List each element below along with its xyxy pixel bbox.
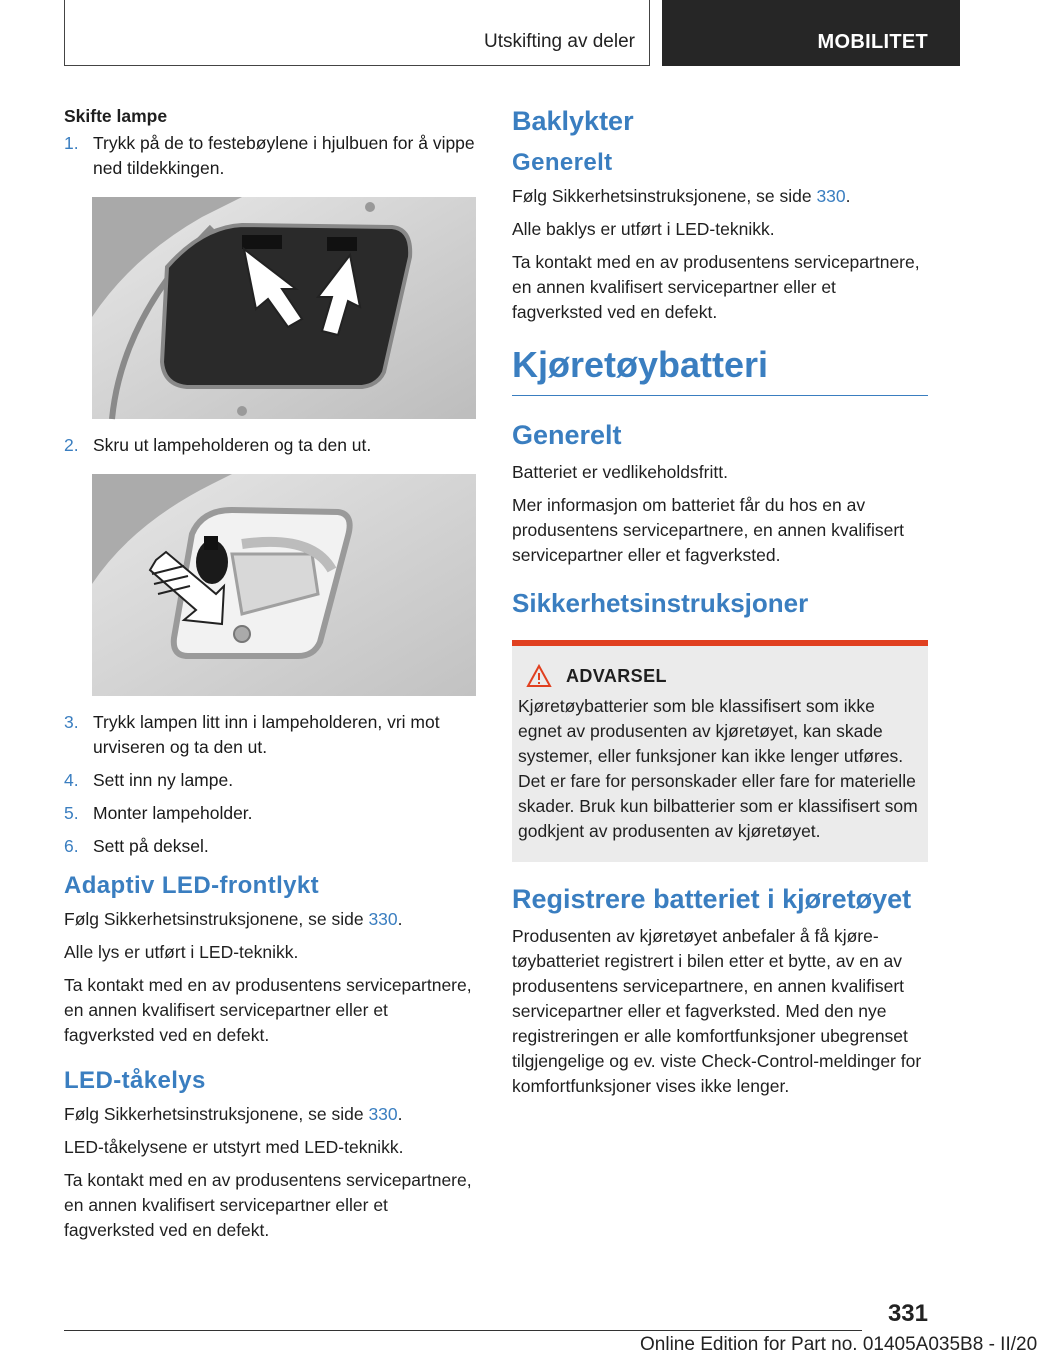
- safety-ref-suffix: .: [845, 186, 851, 206]
- warning-text: Kjøretøybatterier som ble klassifisert som ikke egnet av produsenten av kjøretøyet, kan skade systemer, eller funksjoner kan ikke lenger utføres. Det er fare for personskader eller fare for materielle skader. Bruk kun bilbatterier som er klassifisert som godkjent av produsenten av kjøretøyet.: [518, 696, 918, 841]
- intro-title: Skifte lampe: [64, 106, 168, 126]
- safety-ref-text: Følg Sikkerhetsinstruksjonene, se side: [64, 909, 369, 929]
- step-text: Skru ut lampeholderen og ta den ut.: [93, 435, 372, 455]
- adaptive-p1: Alle lys er utført i LED-teknikk.: [64, 942, 299, 962]
- vehicle-battery-heading: Kjøretøybatteri: [512, 343, 928, 396]
- list-item: [64, 801, 476, 826]
- section-title: Utskifting av deler: [483, 31, 635, 52]
- footer-edition: Online Edition for Part no. 01405A035B8 - II/20: [640, 1334, 1037, 1355]
- chapter-title: MOBILITET: [817, 31, 928, 53]
- warning-box: [512, 640, 928, 862]
- step-number: 1.: [64, 133, 79, 153]
- step-number: 2.: [64, 435, 79, 455]
- figure-wheel-arch-cover: [92, 197, 476, 419]
- step-text: Sett på deksel.: [93, 836, 209, 856]
- warning-header: [526, 664, 922, 688]
- battery-p1: Batteriet er vedlikeholdsfritt.: [512, 462, 728, 482]
- fog-safety-ref: [64, 1102, 476, 1127]
- warning-label: ADVARSEL: [566, 665, 667, 686]
- battery-general-heading: Generelt: [512, 420, 622, 450]
- safety-ref-suffix: .: [397, 909, 403, 929]
- rear-safety-ref: [512, 184, 928, 209]
- step-number: 6.: [64, 836, 79, 856]
- fog-light-heading: LED-tåkelys: [64, 1067, 206, 1094]
- page-link-330[interactable]: 330: [368, 909, 398, 929]
- steps-list-b: [64, 433, 476, 458]
- header-section-title: [64, 0, 650, 66]
- figure-lamp-holder: [92, 474, 476, 696]
- safety-ref-text: Følg Sikkerhetsinstruksjonene, se side: [64, 1104, 369, 1124]
- steps-list-a: [64, 131, 476, 181]
- step-text: Trykk på de to festebøylene i hjulbuen for å vippe ned tildekkingen.: [93, 133, 475, 178]
- step-text: Sett inn ny lampe.: [93, 770, 234, 790]
- list-item: [64, 433, 476, 458]
- list-item: [64, 131, 476, 181]
- header-chapter-tab: [662, 0, 960, 66]
- footer-divider: [64, 1330, 862, 1331]
- register-p1: Produsenten av kjøretøyet anbefaler å få kjøretøybatteriet registrert i bilen etter et bytte, av en av produsentens servicepartnere, en annen kvalifisert servicepartner eller et fagverksted. Med den nye registreringen er alle komfortfunksjoner ubegrenset tilgjengelige og ev. viste Check-Control-meldinger for komfortfunksjoner vises ikke lenger.: [512, 926, 922, 1096]
- steps-list-c: [64, 710, 476, 859]
- rear-general-heading: Generelt: [512, 149, 613, 176]
- register-battery-heading: Registrere batteriet i kjøretøyet: [512, 884, 912, 914]
- rear-p2: Ta kontakt med en av produsentens servicepartnere, en annen kvalifisert servicepartner eller et fagverksted ved en defekt.: [512, 252, 920, 322]
- page-link-330[interactable]: 330: [816, 186, 846, 206]
- adaptive-safety-ref: [64, 907, 476, 932]
- rear-lights-heading: Baklykter: [512, 106, 634, 136]
- left-column: [64, 104, 476, 1251]
- safety-ref-suffix: .: [397, 1104, 403, 1124]
- step-text: Trykk lampen litt inn i lampeholderen, vri mot urviseren og ta den ut.: [93, 712, 440, 757]
- fog-p2: Ta kontakt med en av produsentens servicepartnere, en annen kvalifisert servicepartner eller et fagverksted ved en defekt.: [64, 1170, 472, 1240]
- battery-p2: Mer informasjon om batteriet får du hos en av produsentens servicepartnere, en annen kvalifisert servicepartner eller et fagverksted.: [512, 495, 905, 565]
- adaptive-led-heading: Adaptiv LED-frontlykt: [64, 872, 320, 899]
- list-item: [64, 834, 476, 859]
- list-item: [64, 710, 476, 760]
- rear-p1: Alle baklys er utført i LED-teknikk.: [512, 219, 775, 239]
- step-number: 3.: [64, 712, 79, 732]
- step-number: 4.: [64, 770, 79, 790]
- safety-instructions-heading: Sikkerhetsinstruksjoner: [512, 588, 809, 618]
- right-column: [512, 104, 928, 1107]
- warning-triangle-icon: [526, 664, 552, 688]
- fog-p1: LED-tåkelysene er utstyrt med LED-teknikk.: [64, 1137, 404, 1157]
- step-text: Monter lampeholder.: [93, 803, 253, 823]
- step-number: 5.: [64, 803, 79, 823]
- safety-ref-text: Følg Sikkerhetsinstruksjonene, se side: [512, 186, 817, 206]
- adaptive-p2: Ta kontakt med en av produsentens servicepartnere, en annen kvalifisert servicepartner eller et fagverksted ved en defekt.: [64, 975, 472, 1045]
- page-link-330[interactable]: 330: [368, 1104, 398, 1124]
- page-number: 331: [887, 1300, 928, 1327]
- list-item: [64, 768, 476, 793]
